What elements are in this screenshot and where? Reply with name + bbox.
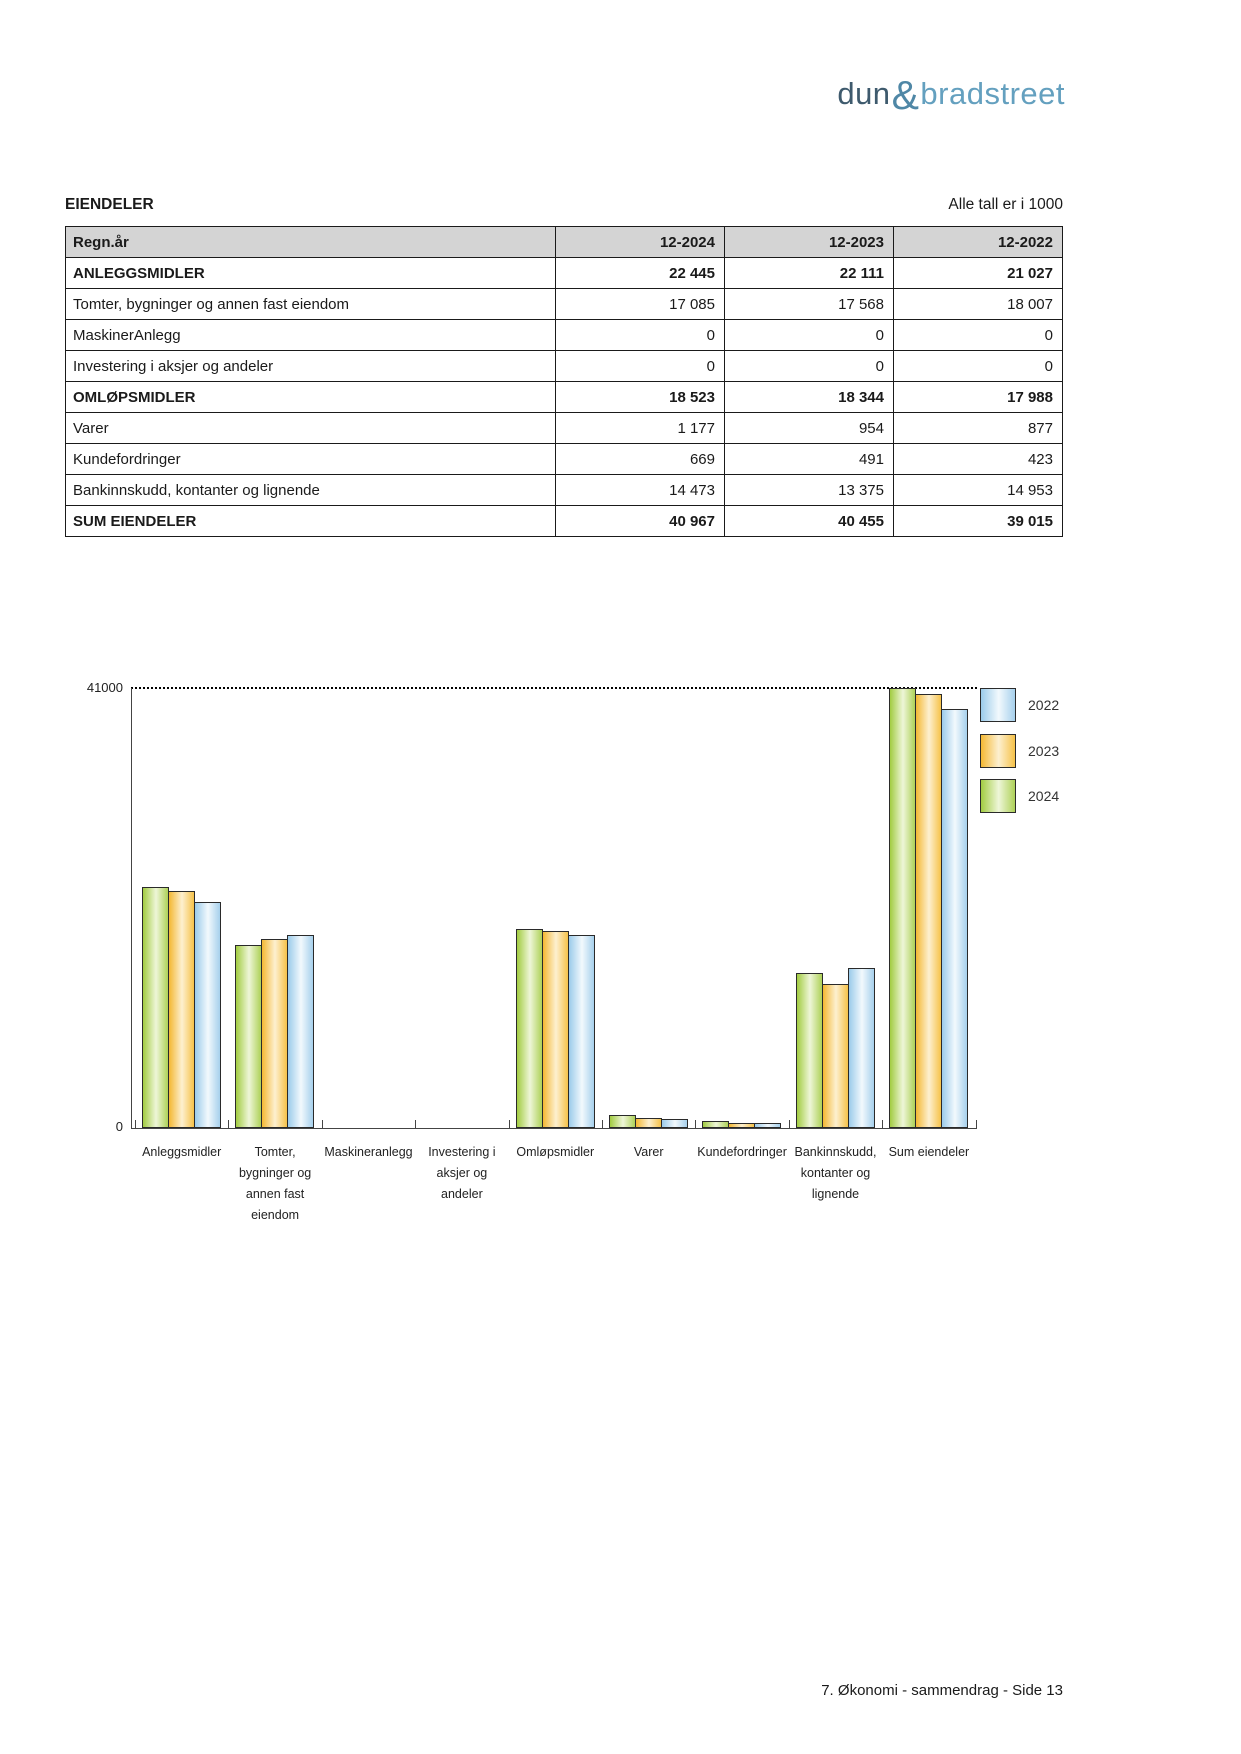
bar-2024 xyxy=(609,1115,636,1128)
assets-table-head xyxy=(66,227,1063,258)
units-note: Alle tall er i 1000 xyxy=(948,196,1063,213)
row-value: 14 953 xyxy=(894,475,1063,506)
x-axis-category-label xyxy=(859,1142,999,1163)
table-row xyxy=(66,258,1063,289)
x-axis-label-line: andeler xyxy=(441,1187,483,1201)
row-value: 0 xyxy=(894,320,1063,351)
row-label: Investering i aksjer og andeler xyxy=(66,351,556,382)
table-row xyxy=(66,506,1063,537)
bar-2023 xyxy=(261,939,288,1128)
x-axis-tick xyxy=(602,1120,603,1128)
x-axis-label-line: eiendom xyxy=(251,1208,300,1222)
logo-text-bradstreet: bradstreet xyxy=(920,76,1065,111)
table-row xyxy=(66,289,1063,320)
bar-2022 xyxy=(661,1119,688,1128)
ampersand-icon: & xyxy=(891,72,920,118)
row-value: 18 007 xyxy=(894,289,1063,320)
row-value: 0 xyxy=(556,351,725,382)
assets-table xyxy=(65,226,1063,537)
bar-2022 xyxy=(848,968,875,1128)
bar-2023 xyxy=(822,984,849,1128)
bar-2024 xyxy=(235,945,262,1128)
legend-swatch-2023 xyxy=(980,734,1016,768)
page-footer: 7. Økonomi - sammendrag - Side 13 xyxy=(821,1682,1063,1699)
bar-2022 xyxy=(568,935,595,1128)
row-value: 0 xyxy=(894,351,1063,382)
row-value: 423 xyxy=(894,444,1063,475)
row-label: Tomter, bygninger og annen fast eiendom xyxy=(66,289,556,320)
row-value: 1 177 xyxy=(556,413,725,444)
row-value: 40 455 xyxy=(725,506,894,537)
row-value: 39 015 xyxy=(894,506,1063,537)
y-axis-line xyxy=(131,688,132,1129)
row-value: 40 967 xyxy=(556,506,725,537)
row-value: 21 027 xyxy=(894,258,1063,289)
row-value: 0 xyxy=(725,320,894,351)
legend-label-2024: 2024 xyxy=(1028,788,1060,804)
row-value: 18 523 xyxy=(556,382,725,413)
bar-2024 xyxy=(142,887,169,1128)
x-axis-label-line: Maskineranlegg xyxy=(324,1145,413,1159)
dun-bradstreet-logo xyxy=(837,72,1065,119)
row-label: Kundefordringer xyxy=(66,444,556,475)
bar-2024 xyxy=(702,1121,729,1128)
logo-text-dun: dun xyxy=(837,76,891,111)
table-row xyxy=(66,444,1063,475)
section-header xyxy=(65,196,1063,214)
row-value: 669 xyxy=(556,444,725,475)
row-label: MaskinerAnlegg xyxy=(66,320,556,351)
x-axis-label-line: Omløpsmidler xyxy=(516,1145,595,1159)
bar-2023 xyxy=(915,694,942,1128)
row-value: 22 445 xyxy=(556,258,725,289)
bar-2022 xyxy=(941,709,968,1128)
col-header-year: 12-2023 xyxy=(725,227,894,258)
x-axis-line xyxy=(131,1128,977,1129)
col-header-label: Regn.år xyxy=(66,227,556,258)
row-label: Bankinnskudd, kontanter og lignende xyxy=(66,475,556,506)
x-axis-tick xyxy=(695,1120,696,1128)
y-axis-max-label: 41000 xyxy=(86,680,123,695)
row-value: 17 988 xyxy=(894,382,1063,413)
x-axis-label-line: Tomter, xyxy=(254,1145,296,1159)
gridline-41000 xyxy=(131,687,977,689)
x-axis-label-line: Varer xyxy=(633,1145,664,1159)
row-value: 0 xyxy=(725,351,894,382)
page-title: EIENDELER xyxy=(65,196,154,213)
legend-label-2023: 2023 xyxy=(1028,743,1060,759)
bar-2023 xyxy=(728,1123,755,1128)
x-axis-tick xyxy=(976,1120,977,1128)
x-axis-label-line: annen fast xyxy=(245,1187,305,1201)
x-axis-label-line: Anleggsmidler xyxy=(142,1145,222,1159)
row-label: SUM EIENDELER xyxy=(66,506,556,537)
x-axis-tick xyxy=(228,1120,229,1128)
bar-2024 xyxy=(516,929,543,1128)
row-value: 0 xyxy=(556,320,725,351)
x-axis-label-line: Investering i xyxy=(428,1145,496,1159)
bar-2023 xyxy=(635,1118,662,1128)
x-axis-label-line: bygninger og xyxy=(238,1166,312,1180)
x-axis-label-line: aksjer og xyxy=(436,1166,488,1180)
legend-swatch-2024 xyxy=(980,779,1016,813)
row-label: OMLØPSMIDLER xyxy=(66,382,556,413)
x-axis-label-line: kontanter og xyxy=(800,1166,871,1180)
x-axis-label-line: Bankinnskudd, xyxy=(794,1145,877,1159)
row-value: 491 xyxy=(725,444,894,475)
row-value: 954 xyxy=(725,413,894,444)
table-row xyxy=(66,413,1063,444)
x-axis-label-line: Kundefordringer xyxy=(697,1145,787,1159)
table-header-row xyxy=(66,227,1063,258)
bar-2024 xyxy=(889,688,916,1128)
y-axis-zero-label: 0 xyxy=(115,1119,123,1134)
x-axis-tick xyxy=(882,1120,883,1128)
bar-2023 xyxy=(542,931,569,1128)
assets-bar-chart xyxy=(65,600,1195,1260)
row-value: 17 568 xyxy=(725,289,894,320)
x-axis-tick xyxy=(789,1120,790,1128)
legend-swatch-2022 xyxy=(980,688,1016,722)
assets-table-body xyxy=(66,258,1063,537)
legend-label-2022: 2022 xyxy=(1028,697,1060,713)
bar-2024 xyxy=(796,973,823,1128)
row-label: ANLEGGSMIDLER xyxy=(66,258,556,289)
col-header-year: 12-2024 xyxy=(556,227,725,258)
col-header-year: 12-2022 xyxy=(894,227,1063,258)
row-value: 14 473 xyxy=(556,475,725,506)
x-axis-tick xyxy=(322,1120,323,1128)
row-label: Varer xyxy=(66,413,556,444)
table-row xyxy=(66,320,1063,351)
row-value: 18 344 xyxy=(725,382,894,413)
x-axis-tick xyxy=(509,1120,510,1128)
table-row xyxy=(66,351,1063,382)
bar-2023 xyxy=(168,891,195,1128)
bar-2022 xyxy=(754,1123,781,1128)
x-axis-label-line: Sum eiendeler xyxy=(888,1145,970,1159)
bar-2022 xyxy=(194,902,221,1128)
bar-2022 xyxy=(287,935,314,1128)
row-value: 22 111 xyxy=(725,258,894,289)
x-axis-label-line: lignende xyxy=(811,1187,860,1201)
row-value: 13 375 xyxy=(725,475,894,506)
table-row xyxy=(66,382,1063,413)
table-row xyxy=(66,475,1063,506)
row-value: 877 xyxy=(894,413,1063,444)
x-axis-tick xyxy=(415,1120,416,1128)
row-value: 17 085 xyxy=(556,289,725,320)
x-axis-tick xyxy=(135,1120,136,1128)
